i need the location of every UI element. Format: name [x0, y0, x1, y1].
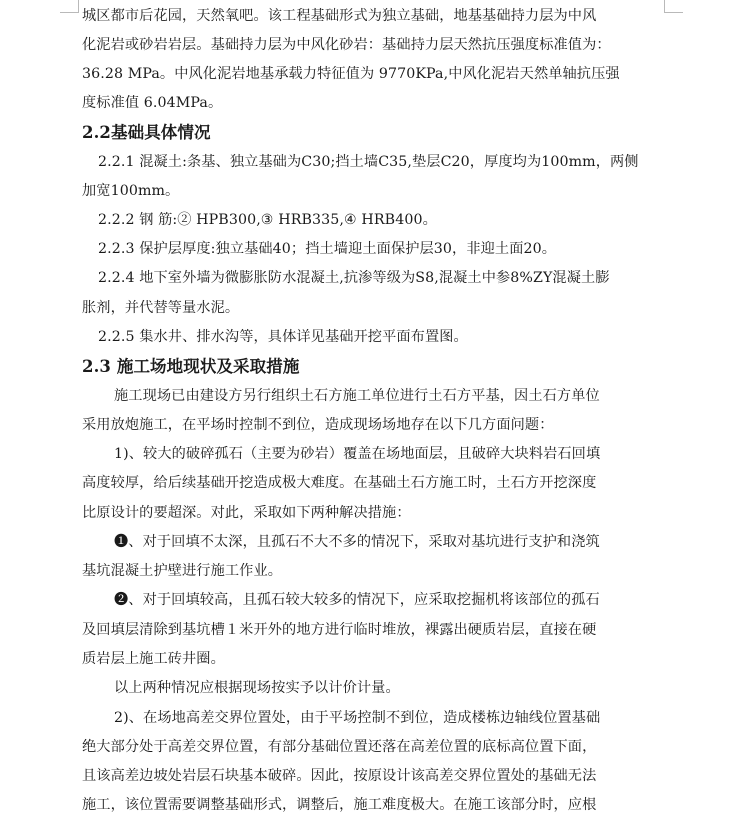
text-line: 且该高差边坡处岩层石块基本破碎。因此，按原设计该高差交界位置处的基础无法 [82, 768, 597, 784]
text-line: 基坑混凝土护壁进行施工作业。 [82, 563, 283, 579]
text-line: 质岩层上施工砖井圈。 [82, 651, 225, 667]
text-line: 采用放炮施工，在平场时控制不到位，造成现场场地存在以下几方面问题： [82, 417, 554, 433]
text-line: 胀剂，并代替等量水泥。 [82, 300, 240, 316]
text-line: 2.2.1 混凝土:条基、独立基础为C30;挡土墙C35,垫层C20，厚度均为100mm，两侧 [98, 154, 639, 170]
text-line: 2.2.2 钢 筋:② HPB300,③ HRB335,④ HRB400。 [98, 212, 437, 228]
text-line: 2.2.4 地下室外墙为微膨胀防水混凝土,抗渗等级为S8,混凝土中参8%ZY混凝土膨 [98, 270, 610, 286]
page-corner-mark-left [60, 0, 79, 13]
text-line: 比原设计的要超深。对此，采取如下两种解决措施： [82, 505, 411, 521]
text-line: 加宽100mm。 [82, 183, 180, 199]
text-line: 2.2.5 集水井、排水沟等，具体详见基础开挖平面布置图。 [98, 329, 468, 345]
section-heading: 2.3 施工场地现状及采取措施 [82, 357, 300, 376]
text-line: 施工现场已由建设方另行组织土石方施工单位进行土石方平基，因土石方单位 [114, 388, 600, 404]
text-line: ➊、对于回填不太深，且孤石不大不多的情况下，采取对基坑进行支护和浇筑 [114, 534, 600, 550]
text-line: 高度较厚，给后续基础开挖造成极大难度。在基础土石方施工时，土石方开挖深度 [82, 475, 597, 491]
section-heading: 2.2基础具体情况 [82, 123, 211, 142]
text-line: ➋、对于回填较高，且孤石较大较多的情况下，应采取挖掘机将该部位的孤石 [114, 592, 600, 608]
text-line: 及回填层清除到基坑槽１米开外的地方进行临时堆放，裸露出硬质岩层，直接在硬 [82, 622, 597, 638]
text-line: 2.2.3 保护层厚度:独立基础40；挡土墙迎土面保护层30，非迎土面20。 [98, 241, 557, 257]
text-line: 2)、在场地高差交界位置处，由于平场控制不到位，造成楼栋边轴线位置基础 [114, 710, 601, 726]
page-corner-mark-right [664, 0, 683, 13]
text-line: 施工，该位置需要调整基础形式，调整后，施工难度极大。在施工该部分时，应根 [82, 797, 597, 813]
text-line: 36.28 MPa。中风化泥岩地基承载力特征值为 9770KPa,中风化泥岩天然单轴抗压强 [82, 66, 620, 82]
text-line: 1)、较大的破碎孤石（主要为砂岩）覆盖在场地面层，且破碎大块料岩石回填 [114, 446, 601, 462]
text-line: 化泥岩或砂岩岩层。基础持力层为中风化砂岩：基础持力层天然抗压强度标准值为： [82, 37, 611, 53]
text-line: 绝大部分处于高差交界位置，有部分基础位置还落在高差位置的底标高位置下面， [82, 739, 597, 755]
text-line: 以上两种情况应根据现场按实予以计价计量。 [114, 680, 400, 696]
text-line: 城区都市后花园，天然氧吧。该工程基础形式为独立基础，地基基础持力层为中风 [82, 8, 597, 24]
text-line: 度标准值 6.04MPa。 [82, 95, 223, 111]
